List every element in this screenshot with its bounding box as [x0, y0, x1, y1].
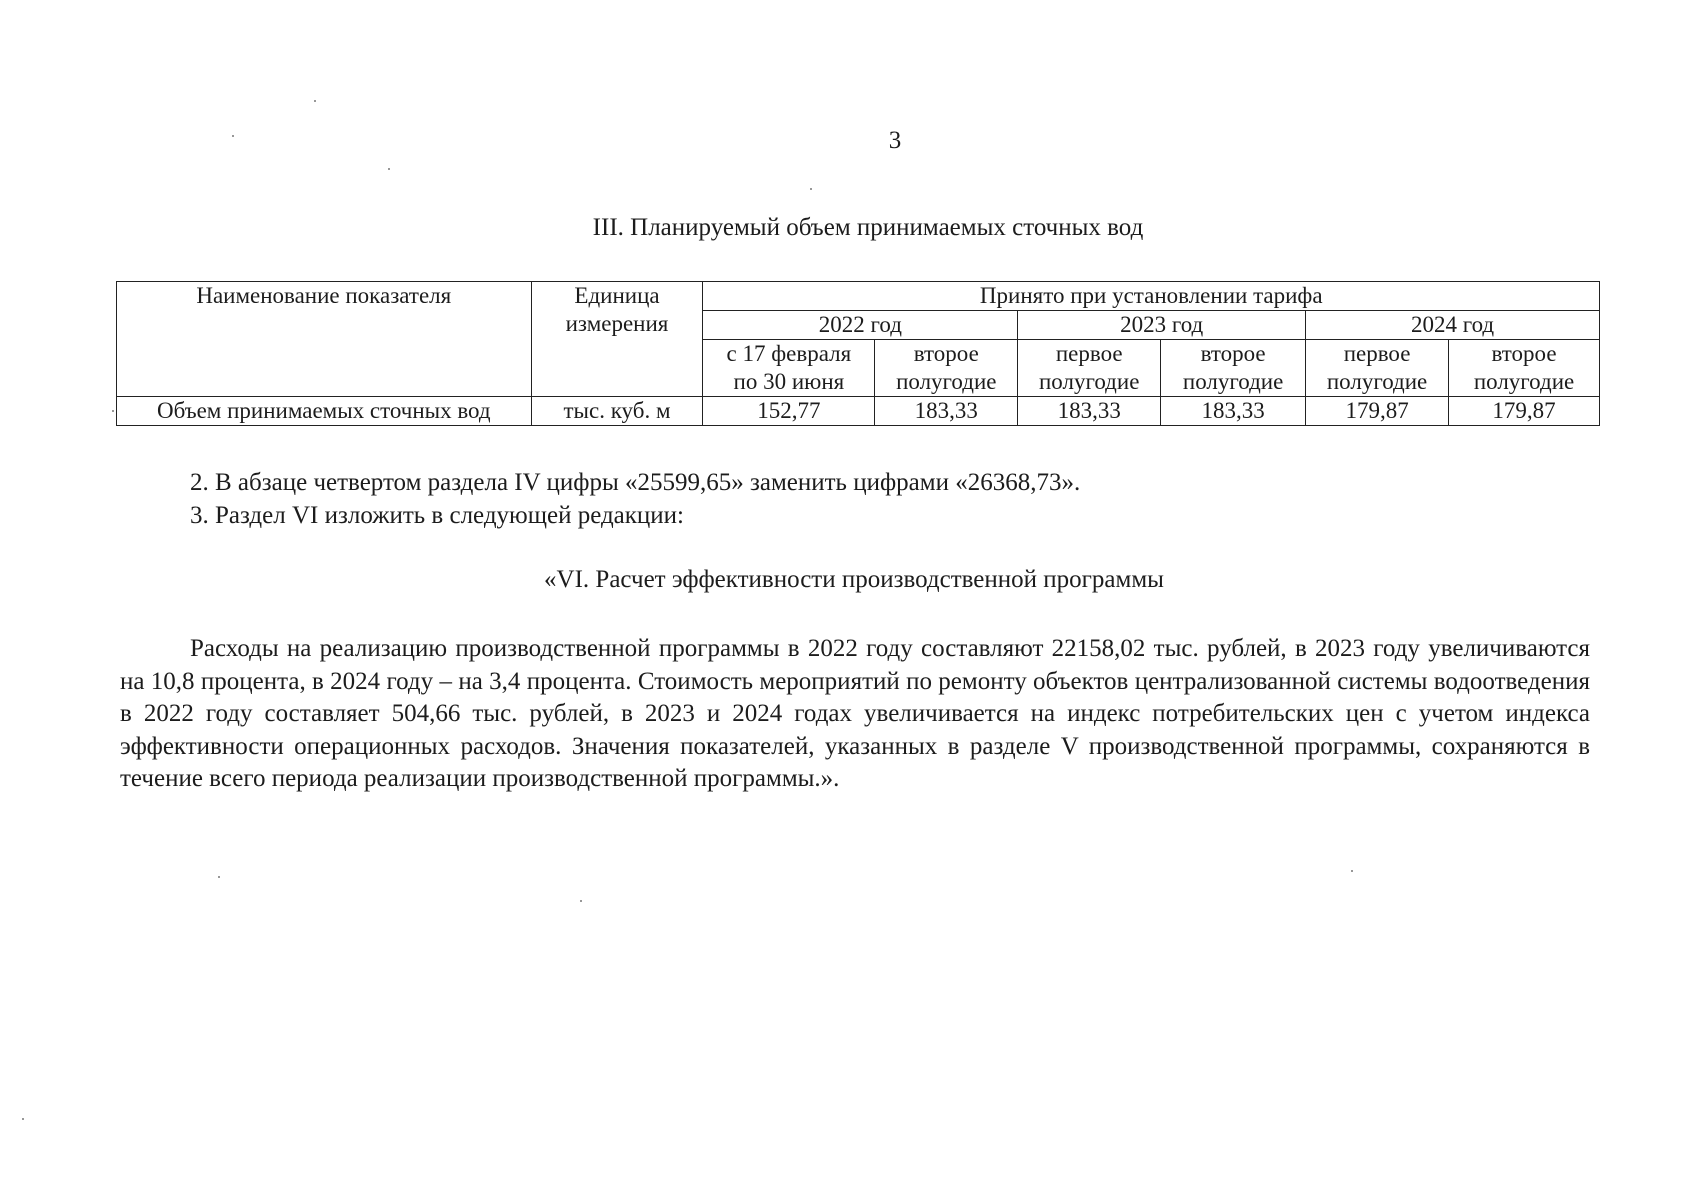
amendment-item-2: 2. В абзаце четвертом раздела IV цифры «25599,65» заменить цифрами «26368,73». — [190, 469, 1081, 496]
header-period-2024-2 — [1449, 340, 1600, 397]
header-period-line: полугодие — [896, 369, 997, 394]
scan-speck — [388, 168, 390, 170]
header-period-2023-2 — [1161, 340, 1306, 397]
header-indicator: Наименование показателя — [117, 282, 532, 397]
row-value-2024-2: 179,87 — [1449, 397, 1600, 426]
row-value-2022-2: 183,33 — [875, 397, 1018, 426]
row-value-2022-1: 152,77 — [703, 397, 875, 426]
subsection-title: «VI. Расчет эффективности производственной программы — [544, 566, 1164, 593]
header-unit-line2: измерения — [565, 311, 669, 336]
header-period-line: полугодие — [1326, 369, 1428, 394]
header-accepted: Принято при установлении тарифа — [703, 282, 1600, 311]
header-period-line: первое — [1055, 341, 1123, 366]
header-period-2022-2 — [875, 340, 1018, 397]
header-period-2022-1 — [703, 340, 875, 397]
header-period-line: полугодие — [1182, 369, 1284, 394]
scan-speck — [810, 188, 812, 190]
header-unit — [531, 282, 703, 397]
row-value-2023-2: 183,33 — [1161, 397, 1306, 426]
body-paragraph: Расходы на реализацию производственной программы в 2022 году составляют 22158,02 тыс. рублей, в 2023 году увеличиваются на 10,8 процента, в 2024 году – на 3,4 процента. Стоимость мероприятий по ремонту объектов централизованной системы водоотведения в 2022 году составляет 504,66 тыс. рублей, в 2023 и 2024 годах увеличивается на индекс потребительских цен с учетом индекса эффективности операционных расходов. Значения показателей, указанных в разделе V производственной программы, сохраняются в течение всего периода реализации производственной программы.». — [120, 635, 1590, 792]
header-period-line: с 17 февраля — [726, 341, 852, 366]
row-value-2023-1: 183,33 — [1018, 397, 1161, 426]
header-year-2023: 2023 год — [1018, 311, 1306, 340]
row-indicator: Объем принимаемых сточных вод — [117, 397, 532, 426]
header-unit-line1: Единица — [574, 283, 660, 308]
scan-speck — [218, 876, 220, 878]
header-period-2023-1 — [1018, 340, 1161, 397]
header-period-line: полугодие — [1039, 369, 1140, 394]
scan-speck — [314, 100, 316, 102]
scan-speck — [1351, 870, 1353, 872]
header-year-2022: 2022 год — [703, 311, 1018, 340]
scan-speck — [232, 135, 234, 137]
row-unit: тыс. куб. м — [531, 397, 703, 426]
row-value-2024-1: 179,87 — [1306, 397, 1449, 426]
section-title: III. Планируемый объем принимаемых сточных вод — [592, 214, 1144, 241]
wastewater-volume-table — [116, 281, 1600, 426]
header-period-line: полугодие — [1473, 369, 1575, 394]
header-period-line: второе — [1491, 341, 1557, 366]
header-period-line: по 30 июня — [733, 369, 845, 394]
header-year-2024: 2024 год — [1306, 311, 1600, 340]
table-header-row — [117, 282, 1600, 311]
scan-speck — [22, 1118, 24, 1120]
header-period-2024-1 — [1306, 340, 1449, 397]
amendment-item-3: 3. Раздел VI изложить в следующей редакции: — [190, 502, 685, 529]
header-period-line: второе — [913, 341, 979, 366]
header-period-line: второе — [1200, 341, 1266, 366]
table-row — [117, 397, 1600, 426]
page-number: 3 — [888, 127, 902, 154]
scan-speck — [112, 410, 114, 412]
scan-speck — [580, 900, 582, 902]
header-period-line: первое — [1343, 341, 1411, 366]
